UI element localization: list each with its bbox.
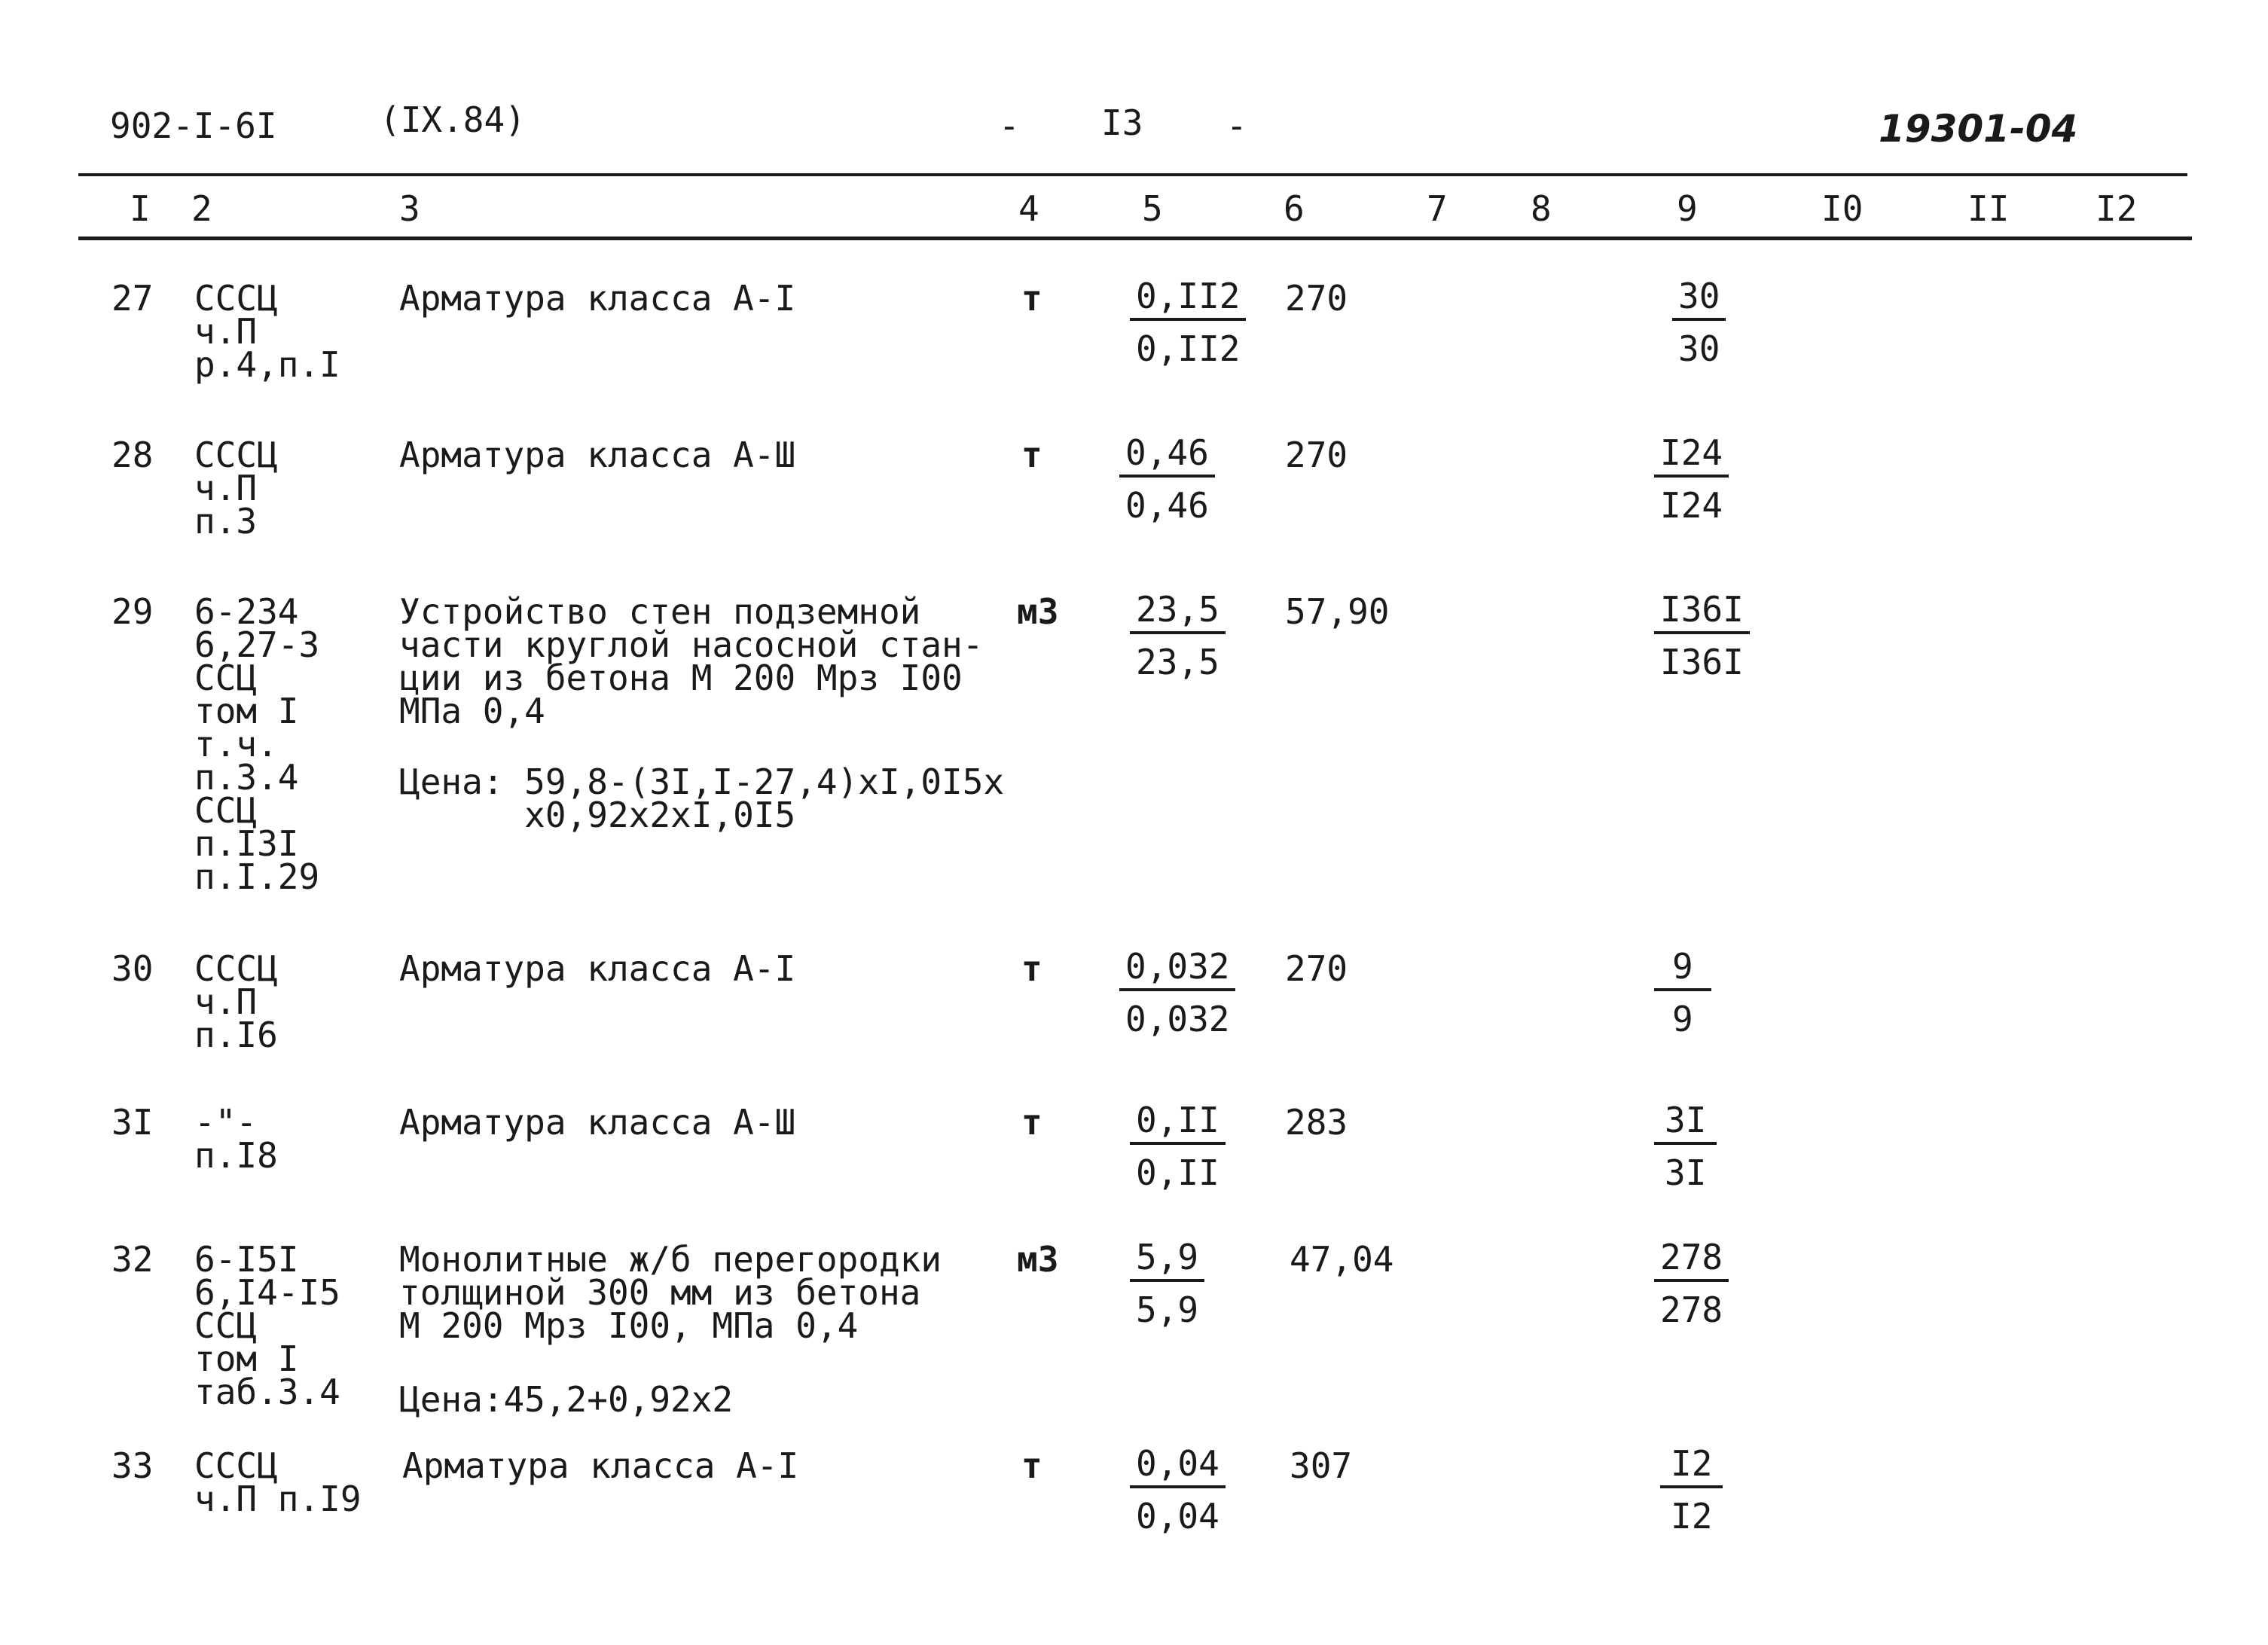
total-fraction: [1654, 1100, 1717, 1193]
unit: м3: [1017, 591, 1059, 632]
row-number: 30: [111, 948, 154, 989]
quantity-top: 5,9: [1130, 1240, 1204, 1282]
price-code: СССЦ ч.П р.4,п.I: [194, 278, 340, 385]
unit-price: 270: [1285, 435, 1348, 475]
total-top: 3I: [1654, 1103, 1717, 1145]
archive-number: 19301-04: [1879, 107, 2078, 151]
total-top: I2: [1660, 1446, 1723, 1488]
row-number: 27: [111, 278, 154, 319]
quantity-bottom: 23,5: [1136, 642, 1219, 682]
row-number: 32: [111, 1239, 154, 1280]
quantity-bottom: 0,II: [1136, 1152, 1219, 1193]
price-code: СССЦ ч.П п.I6: [194, 948, 278, 1055]
work-description: Арматура класса А-I: [399, 278, 796, 319]
col-header-8: 8: [1531, 188, 1552, 229]
quantity-fraction: [1130, 276, 1246, 369]
total-bottom: I36I: [1660, 642, 1744, 682]
quantity-bottom: 0,04: [1136, 1496, 1219, 1537]
col-header-3: 3: [399, 188, 420, 229]
unit-price: 57,90: [1285, 591, 1390, 632]
col-header-9: 9: [1677, 188, 1698, 229]
total-fraction: [1654, 1237, 1729, 1330]
work-description: Арматура класса А-I: [399, 948, 796, 989]
row-number: 28: [111, 435, 154, 475]
price-code: 6-I5I 6,I4-I5 ССЦ том I таб.3.4: [194, 1239, 340, 1412]
quantity-fraction: [1130, 589, 1226, 682]
total-fraction: [1654, 946, 1711, 1039]
row-number: 29: [111, 591, 154, 632]
total-bottom: 9: [1672, 999, 1693, 1039]
quantity-top: 0,46: [1119, 435, 1215, 478]
unit-price: 270: [1285, 278, 1348, 319]
total-top: 278: [1654, 1240, 1729, 1282]
total-top: 30: [1672, 279, 1726, 321]
unit: м3: [1017, 1239, 1059, 1280]
quantity-top: 0,032: [1119, 949, 1235, 991]
col-header-6: 6: [1284, 188, 1305, 229]
page-number: I3: [1101, 102, 1143, 143]
price-code: 6-234 6,27-3 ССЦ том I т.ч. п.3.4 ССЦ п.I3I п.I.29: [194, 591, 320, 897]
dash-right: -: [1226, 105, 1247, 146]
total-bottom: 278: [1660, 1289, 1723, 1330]
unit-price: 307: [1290, 1445, 1353, 1486]
total-fraction: [1654, 589, 1750, 682]
work-description: Монолитные ж/б перегородки толщиной 300 мм из бетона М 200 Мрз I00, МПа 0,4: [399, 1239, 942, 1346]
quantity-bottom: 5,9: [1136, 1289, 1199, 1330]
total-bottom: 30: [1678, 328, 1720, 369]
header-rule-top: [78, 173, 2187, 176]
total-fraction: [1660, 1443, 1723, 1537]
total-fraction: [1672, 276, 1726, 369]
quantity-bottom: 0,032: [1125, 999, 1230, 1039]
col-header-11: II: [1967, 188, 2010, 229]
quantity-fraction: [1130, 1100, 1226, 1193]
price-code: СССЦ ч.П п.3: [194, 435, 278, 542]
quantity-top: 0,II2: [1130, 279, 1246, 321]
quantity-top: 0,04: [1130, 1446, 1226, 1488]
col-header-1: I: [130, 188, 151, 229]
col-header-5: 5: [1142, 188, 1163, 229]
total-fraction: [1654, 432, 1729, 526]
total-top: 9: [1654, 949, 1711, 991]
col-header-7: 7: [1427, 188, 1448, 229]
unit-price: 47,04: [1290, 1239, 1394, 1280]
row-number: 33: [111, 1445, 154, 1486]
work-description: Арматура класса А-Ш: [399, 435, 796, 475]
row-number: 3I: [111, 1102, 154, 1143]
work-description: Арматура класса А-I: [402, 1445, 799, 1486]
dash-left: -: [999, 105, 1020, 146]
unit: т: [1021, 948, 1042, 989]
col-header-2: 2: [191, 188, 212, 229]
work-description: Устройство стен подземной части круглой насосной стан- ции из бетона М 200 Мрз I00 МПа 0,4: [399, 591, 984, 731]
total-top: I36I: [1654, 592, 1750, 634]
col-header-4: 4: [1018, 188, 1039, 229]
total-bottom: I24: [1660, 485, 1723, 526]
unit: т: [1021, 435, 1042, 475]
quantity-top: 23,5: [1130, 592, 1226, 634]
price-formula: Цена:45,2+0,92х2: [399, 1379, 734, 1420]
unit-price: 283: [1285, 1102, 1348, 1143]
price-formula: Цена: 59,8-(3I,I-27,4)хI,0I5х х0,92х2хI,0I5: [399, 761, 1005, 835]
quantity-top: 0,II: [1130, 1103, 1226, 1145]
quantity-fraction: [1119, 432, 1215, 526]
header-rule-bottom: [78, 237, 2192, 240]
quantity-bottom: 0,II2: [1136, 328, 1241, 369]
quantity-fraction: [1130, 1443, 1226, 1537]
unit: т: [1021, 1102, 1042, 1143]
quantity-fraction: [1130, 1237, 1204, 1330]
price-code: СССЦ ч.П п.I9: [194, 1445, 362, 1519]
col-header-10: I0: [1821, 188, 1864, 229]
doc-date: (IX.84): [380, 99, 526, 140]
work-description: Арматура класса А-Ш: [399, 1102, 796, 1143]
total-bottom: I2: [1671, 1496, 1713, 1537]
quantity-fraction: [1119, 946, 1235, 1039]
unit: т: [1021, 1445, 1042, 1486]
doc-code: 902-I-6I: [110, 105, 277, 146]
col-header-12: I2: [2096, 188, 2138, 229]
price-code: -"- п.I8: [194, 1102, 278, 1176]
unit-price: 270: [1285, 948, 1348, 989]
quantity-bottom: 0,46: [1125, 485, 1209, 526]
total-bottom: 3I: [1665, 1152, 1707, 1193]
total-top: I24: [1654, 435, 1729, 478]
unit: т: [1021, 278, 1042, 319]
